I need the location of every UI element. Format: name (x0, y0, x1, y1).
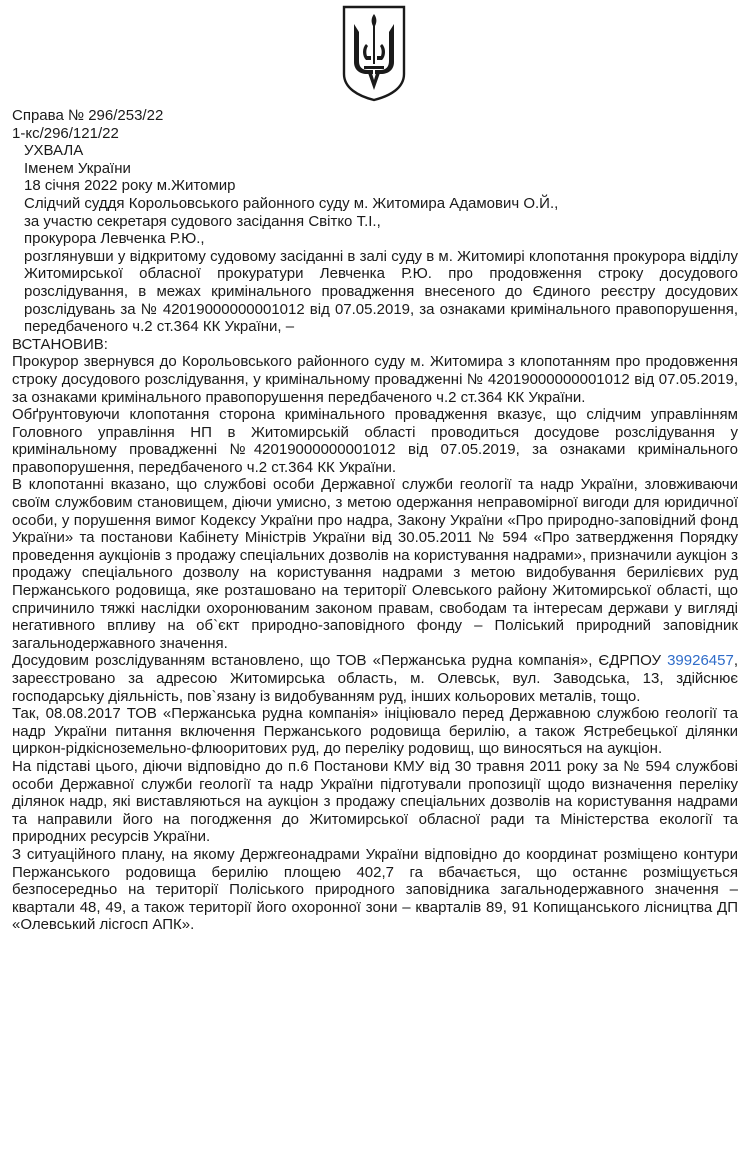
paragraph-proposals: На підставі цього, діючи відповідно до п.6 Постанови КМУ від 30 травня 2011 року за № 594 службові особи Державної служби геології та надр України підготували пропозиції щодо визначення переліку ділянок надр, які виставляються на аукціон з продажу спеціальних дозволів на користування надрами та направили його на погодження до Житомирської обласної ради та Міністерства екології та природних ресурсів України. (12, 757, 738, 846)
paragraph-considering: розглянувши у відкритому судовому засіданні в залі суду в м. Житомирі клопотання прокурора відділу Житомирської обласної прокуратури Левченка Р.Ю. про продовження строку досудового розслідування, в межах кримінального провадження внесеного до Єдиного реєстру досудових розслідувань за № 42019000000001012 від 07.05.2019, за ознаками кримінального правопорушення, передбаченого ч.2 ст.364 КК України, – (24, 247, 738, 336)
paragraph-motion-details: В клопотанні вказано, що службові особи Державної служби геології та надр України, зловживаючи своїм службовим становищем, діючи умисно, з метою одержання неправомірної вигоди для юридичної особи, у порушення вимог Кодексу України про надра, Закону України «Про природно-заповідний фонд України» та постанови Кабінету Міністрів України від 30.05.2011 № 594 «Про затвердження Порядку проведення аукціонів з продажу спеціальних дозволів на користування надрами», призначили аукціон з продажу спеціального дозволу на користування надрами з метою видобування берилієвих руд Пержанського родовища, яке розташовано на території Олевського району Житомирської області, що спричинило тяжкі наслідки охоронюваним законом правам, свободам та інтересам держави у вигляді негативного впливу на об`єкт природно-заповідного фонду – Поліський природний заповідник загальнодержавного значення. (12, 476, 738, 652)
paragraph-text: , зареєстровано за адресою Житомирська область, м. Олевськ, вул. Заводська, 13, здійснює господарську діяльність, пов`язану із видобуванням руд, інших кольорових металів, тощо. (12, 652, 738, 705)
judge-line: Слідчий суддя Корольовського районного суду м. Житомира Адамович О.Й., (24, 194, 559, 212)
date-place: 18 січня 2022 року м.Житомир (24, 177, 236, 195)
paragraph-justification: Обґрунтовуючи клопотання сторона кримінального провадження вказує, що слідчим управлінням Головного управління НП в Житомирській області проводиться досудове розслідування у кримінальному провадженні №42019000000001012 від 07.05.2019, за ознаками кримінального правопорушення, передбаченого ч.2 ст.364 КК України. (12, 406, 738, 476)
paragraph-prosecutor-appeal: Прокурор звернувся до Корольовського районного суду м. Житомира з клопотанням про продовження строку досудового розслідування, у кримінальному провадженні № 42019000000001012 від 07.05.2019, за ознаками кримінального правопорушення передбаченого ч.2 ст.364 КК України. (12, 353, 738, 406)
secretary-line: за участю секретаря судового засідання Світко Т.І., (24, 212, 381, 230)
edrpou-link[interactable]: 39926457 (667, 652, 734, 670)
established-heading: ВСТАНОВИВ: (12, 335, 108, 353)
case-number: Справа № 296/253/22 (12, 107, 164, 124)
paragraph-investigation-company (12, 652, 738, 705)
paragraph-situational-plan: З ситуаційного плану, на якому Держгеонадрами України відповідно до координат розміщено контури Пержанського родовища берилію площею 402,7 га вбачається, що останнє розміщується безпосередньо на території Поліського природного заповідника загальнодержавного значення – квартали 48, 49, а також території його охоронної зони – кварталів 89, 91 Копищанського лісництва ДП «Олевський лісгосп АПК». (12, 845, 738, 934)
paragraph-initiation: Так, 08.08.2017 ТОВ «Пержанська рудна компанія» ініціювало перед Державною службою геології та надр України питання включення Пержанського родовища берилію, а також Ястребецької ділянки циркон-рідкісноземельно-флюоритових руд, до переліку родовищ, що виносяться на аукціон. (12, 705, 738, 758)
in-name-of-ukraine: Іменем України (24, 159, 131, 177)
ukraine-coat-of-arms-icon (340, 4, 408, 102)
document-type: УХВАЛА (24, 142, 84, 160)
prosecutor-line: прокурора Левченка Р.Ю., (24, 230, 205, 248)
proceeding-number: 1-кс/296/121/22 (12, 124, 119, 142)
court-ruling-document (12, 107, 738, 934)
paragraph-text: Досудовим розслідуванням встановлено, що ТОВ «Пержанська рудна компанія», ЄДРПОУ (12, 652, 668, 670)
